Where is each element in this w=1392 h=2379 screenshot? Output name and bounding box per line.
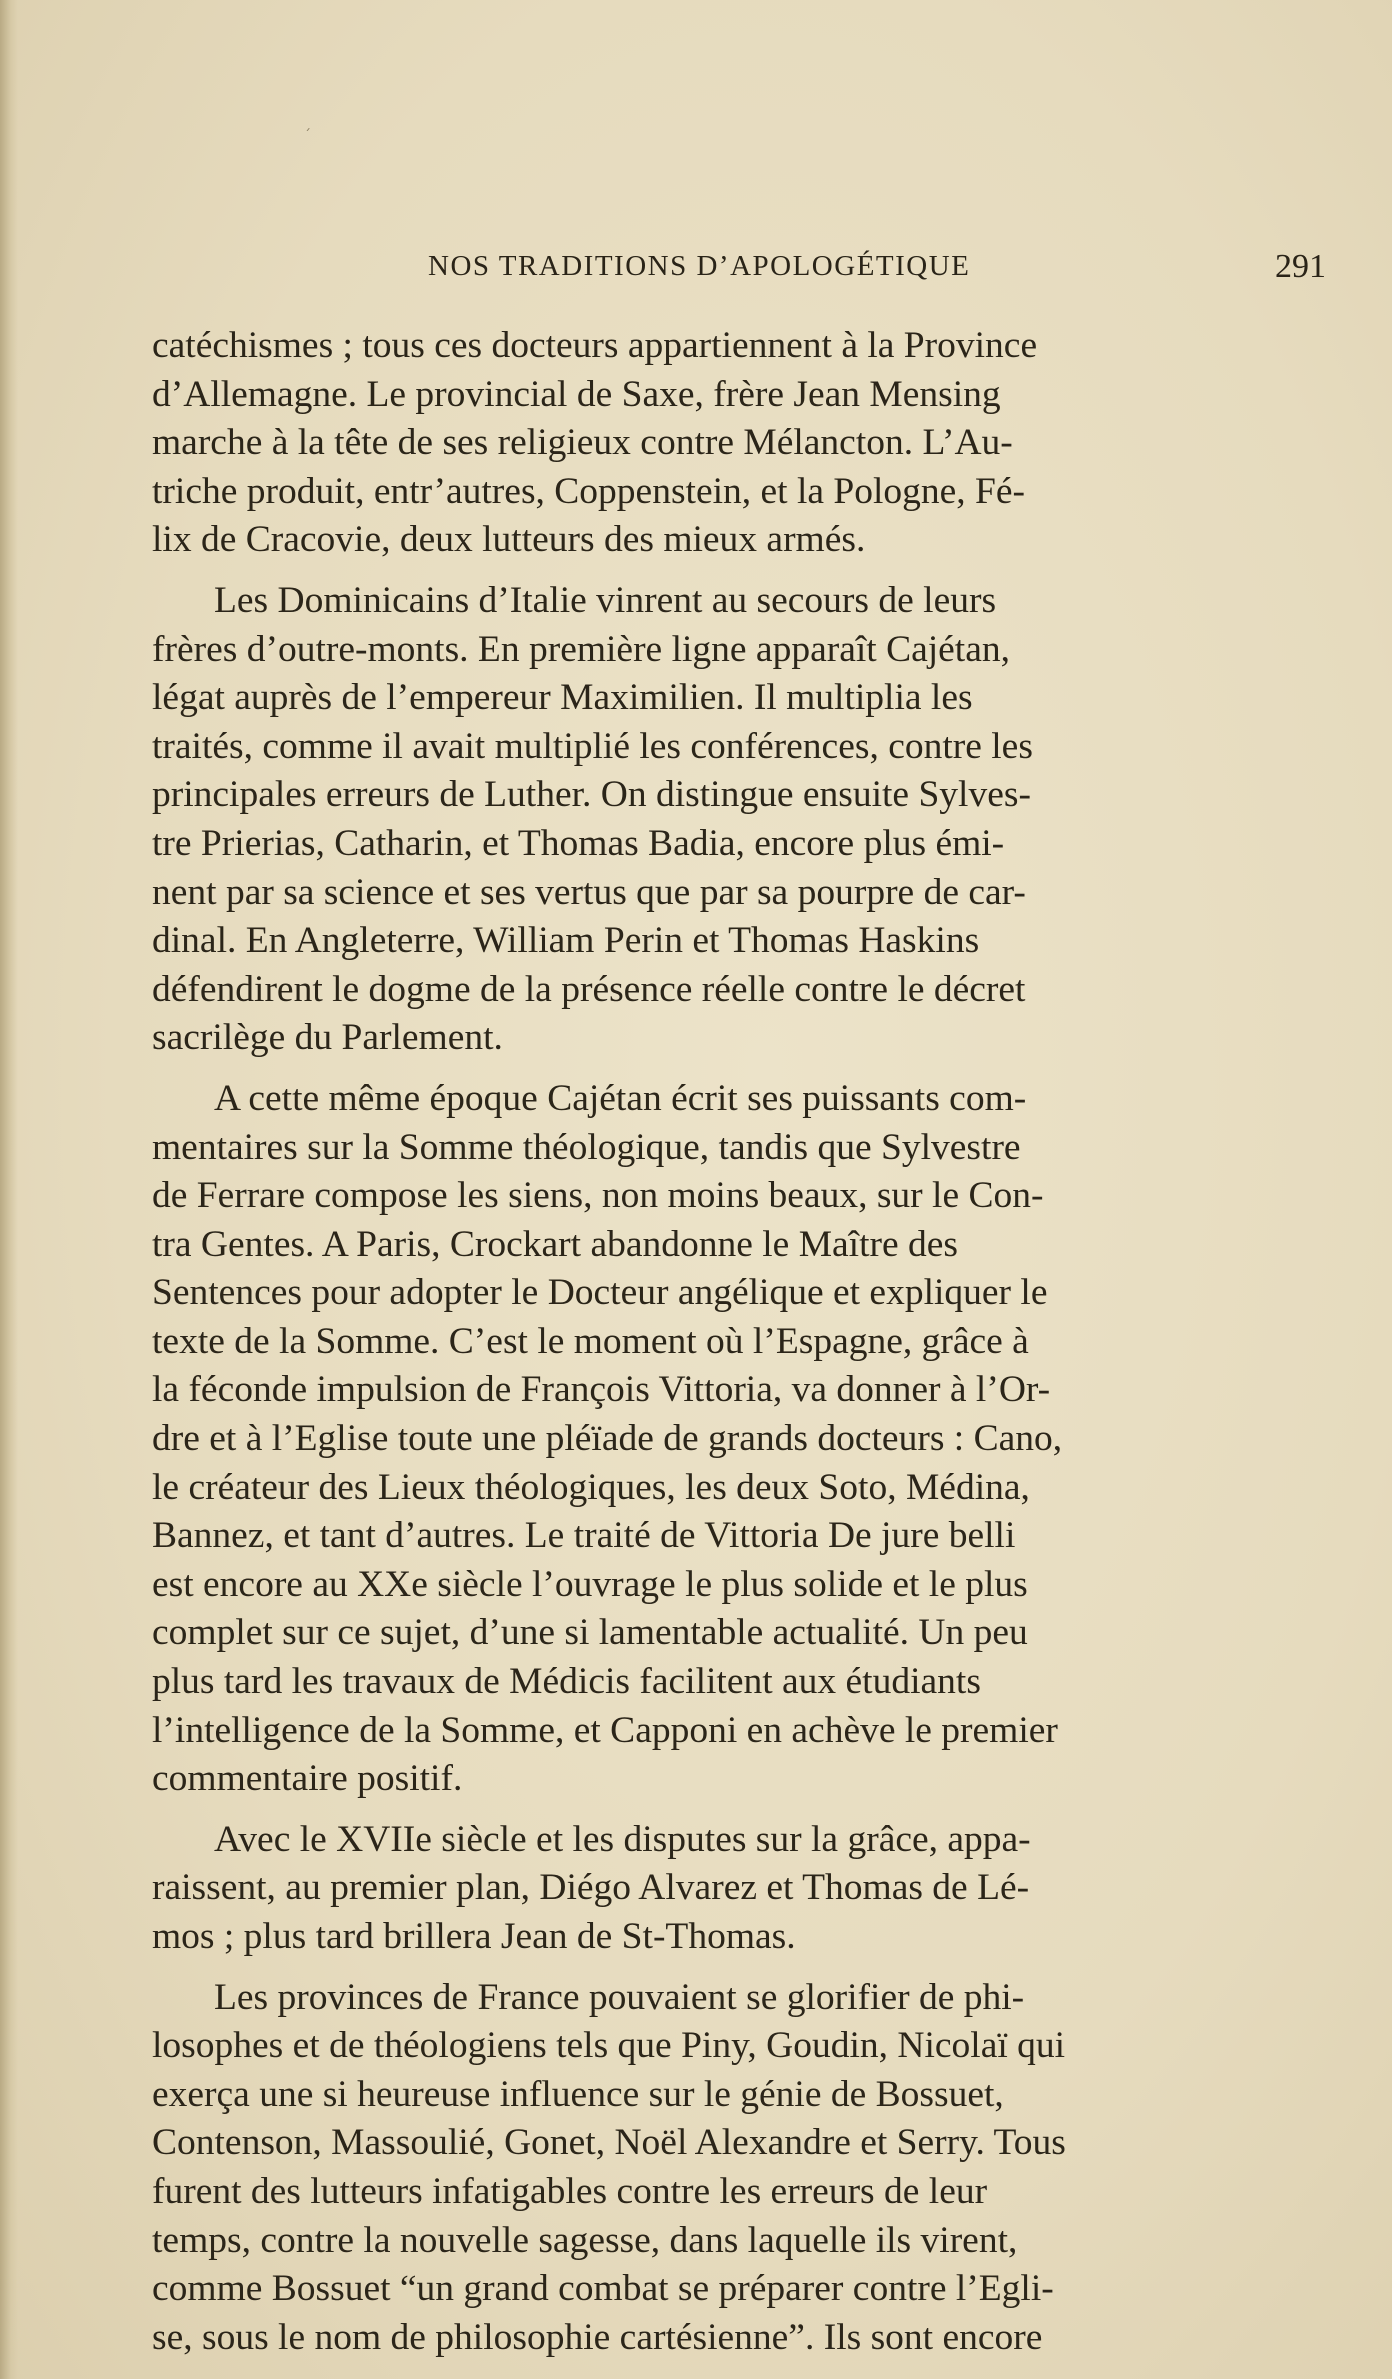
paragraph-5 — [152, 1974, 1318, 2363]
text-line: losophes et de théologiens tels que Piny, Goudin, Nicolaï qui — [152, 2025, 1066, 2067]
text-line: la féconde impulsion de François Vittoria, va donner à l’Or- — [152, 1369, 1051, 1411]
text-line: Avec le XVIIe siècle et les disputes sur la grâce, appa- — [214, 1818, 1031, 1860]
text-line: d’Allemagne. Le provincial de Saxe, frère Jean Mensing — [152, 373, 1001, 415]
text-line: Sentences pour adopter le Docteur angélique et expliquer le — [152, 1272, 1048, 1314]
text-line: est encore au XXe siècle l’ouvrage le plus solide et le plus — [152, 1563, 1028, 1605]
text-line: furent des lutteurs infatigables contre les erreurs de leur — [152, 2170, 988, 2212]
page-spine-shadow — [0, 0, 18, 2379]
text-line: dre et à l’Eglise toute une pléïade de grands docteurs : Cano, — [152, 1418, 1063, 1460]
text-line: Les provinces de France pouvaient se glorifier de phi- — [214, 1976, 1025, 2018]
text-line: exerça une si heureuse influence sur le génie de Bossuet, — [152, 2073, 1004, 2115]
text-line: Contenson, Massoulié, Gonet, Noël Alexandre et Serry. Tous — [152, 2122, 1066, 2164]
text-line: légat auprès de l’empereur Maximilien. Il multiplia les — [152, 677, 973, 719]
text-line: temps, contre la nouvelle sagesse, dans laquelle ils virent, — [152, 2219, 1018, 2261]
text-line: commentaire positif. — [152, 1758, 463, 1800]
text-line: mos ; plus tard brillera Jean de St-Thomas. — [152, 1916, 796, 1957]
paragraph-4 — [152, 1816, 1318, 1962]
paragraph-3 — [152, 1075, 1318, 1804]
text-line: frères d’outre-monts. En première ligne apparaît Cajétan, — [152, 628, 1010, 670]
paragraph-2 — [152, 577, 1318, 1063]
text-line: de Ferrare compose les siens, non moins beaux, sur le Con- — [152, 1175, 1044, 1217]
text-line: tra Gentes. A Paris, Crockart abandonne le Maître des — [152, 1223, 959, 1265]
text-line: Bannez, et tant d’autres. Le traité de Vittoria De jure belli — [152, 1515, 1016, 1557]
text-line: sacrilège du Parlement. — [152, 1017, 503, 1059]
text-line: triche produit, entr’autres, Coppenstein, et la Pologne, Fé- — [152, 470, 1026, 512]
text-line: défendirent le dogme de la présence réelle contre le décret — [152, 968, 1026, 1010]
text-line: A cette même époque Cajétan écrit ses puissants com- — [214, 1077, 1027, 1119]
text-line: dinal. En Angleterre, William Perin et Thomas Haskins — [152, 920, 980, 962]
text-line: nent par sa science et ses vertus que par sa pourpre de car- — [152, 871, 1026, 913]
body-text — [152, 322, 1318, 2374]
text-line: Les Dominicains d’Italie vinrent au secours de leurs — [214, 579, 997, 621]
text-line: le créateur des Lieux théologiques, les deux Soto, Médina, — [152, 1466, 1030, 1508]
text-line: mentaires sur la Somme théologique, tandis que Sylvestre — [152, 1126, 1021, 1168]
page-number: 291 — [1275, 248, 1326, 285]
text-line: se, sous le nom de philosophie cartésienne”. Ils sont encore — [152, 2316, 1043, 2358]
text-line: l’intelligence de la Somme, et Capponi en achève le premier — [152, 1709, 1058, 1751]
text-line: marche à la tête de ses religieux contre Mélancton. L’Au- — [152, 422, 1013, 464]
text-line: catéchismes ; tous ces docteurs appartiennent à la Province — [152, 325, 1038, 366]
text-line: tre Prierias, Catharin, et Thomas Badia, encore plus émi- — [152, 822, 1005, 864]
text-line: traités, comme il avait multiplié les conférences, contre les — [152, 725, 1033, 767]
text-line: raissent, au premier plan, Diégo Alvarez et Thomas de Lé- — [152, 1867, 1030, 1909]
text-line: comme Bossuet “un grand combat se préparer contre l’Egli- — [152, 2268, 1054, 2310]
text-line: texte de la Somme. C’est le moment où l’Espagne, grâce à — [152, 1320, 1029, 1362]
paragraph-1 — [152, 322, 1318, 565]
text-line: complet sur ce sujet, d’une si lamentable actualité. Un peu — [152, 1612, 1028, 1654]
text-line: principales erreurs de Luther. On distingue ensuite Sylves- — [152, 774, 1031, 816]
running-title: NOS TRADITIONS D’APOLOGÉTIQUE — [428, 250, 971, 282]
page-header — [428, 250, 1326, 300]
ink-speck: ´ — [304, 128, 311, 144]
text-line: plus tard les travaux de Médicis facilitent aux étudiants — [152, 1661, 981, 1703]
text-line: lix de Cracovie, deux lutteurs des mieux armés. — [152, 519, 866, 561]
